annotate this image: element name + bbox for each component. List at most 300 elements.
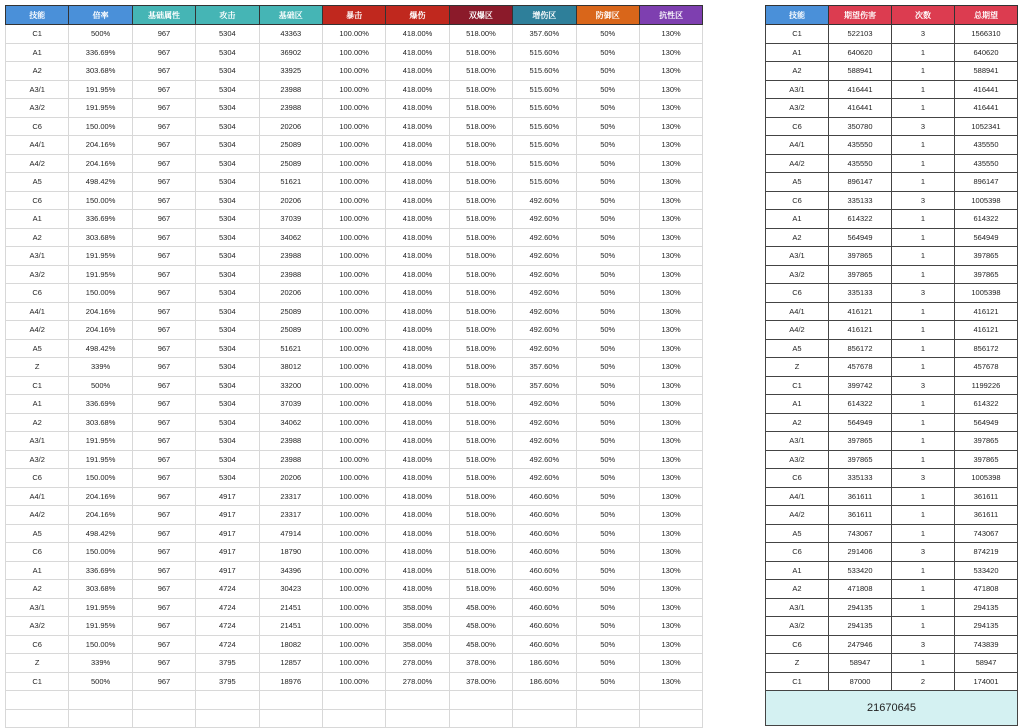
table-cell[interactable]: 460.60% [513,598,576,617]
table-cell[interactable]: A1 [6,43,69,62]
table-cell[interactable]: 1 [892,43,955,62]
table-cell[interactable]: 50% [576,99,639,118]
table-cell[interactable]: 4917 [196,543,259,562]
table-cell[interactable]: 100.00% [322,376,385,395]
table-cell[interactable]: 1 [892,654,955,673]
empty-cell[interactable] [703,173,766,192]
table-cell[interactable]: 303.68% [69,580,132,599]
table-cell[interactable]: 100.00% [322,635,385,654]
table-cell[interactable]: 588941 [829,62,892,81]
table-cell[interactable]: 564949 [955,228,1018,247]
table-cell[interactable]: 518.00% [449,395,512,414]
table-cell[interactable]: 100.00% [322,302,385,321]
column-header[interactable]: 攻击 [196,6,259,25]
table-cell[interactable]: 100.00% [322,358,385,377]
table-cell[interactable]: 204.16% [69,487,132,506]
table-cell[interactable]: 418.00% [386,376,449,395]
table-cell[interactable]: 1 [892,265,955,284]
table-cell[interactable]: 247946 [829,635,892,654]
table-cell[interactable]: 23988 [259,432,322,451]
table-cell[interactable]: 967 [132,413,195,432]
table-cell[interactable]: 204.16% [69,321,132,340]
table-cell[interactable]: 5304 [196,173,259,192]
table-cell[interactable]: 3795 [196,672,259,691]
table-cell[interactable]: 518.00% [449,173,512,192]
table-cell[interactable]: 58947 [955,654,1018,673]
empty-cell[interactable] [703,376,766,395]
table-cell[interactable]: 5304 [196,265,259,284]
table-cell[interactable]: 100.00% [322,284,385,303]
table-cell[interactable]: A2 [6,62,69,81]
table-cell[interactable]: 5304 [196,339,259,358]
table-cell[interactable]: 498.42% [69,173,132,192]
table-cell[interactable]: 967 [132,598,195,617]
table-cell[interactable]: A2 [766,62,829,81]
table-cell[interactable]: 967 [132,173,195,192]
table-cell[interactable]: 1005398 [955,284,1018,303]
table-cell[interactable]: 5304 [196,247,259,266]
table-cell[interactable]: 3 [892,635,955,654]
table-cell[interactable]: A3/1 [766,80,829,99]
table-cell[interactable]: 130% [639,413,702,432]
empty-cell[interactable] [703,6,766,25]
table-cell[interactable]: 533420 [829,561,892,580]
table-cell[interactable]: A3/1 [766,598,829,617]
table-cell[interactable]: 457678 [829,358,892,377]
table-cell[interactable]: 967 [132,617,195,636]
table-cell[interactable]: A5 [766,173,829,192]
table-cell[interactable]: 492.60% [513,210,576,229]
table-cell[interactable]: A5 [766,339,829,358]
table-cell[interactable]: 1566310 [955,25,1018,44]
empty-cell[interactable] [6,709,69,728]
table-cell[interactable]: 967 [132,450,195,469]
table-cell[interactable]: 130% [639,80,702,99]
table-cell[interactable]: 418.00% [386,580,449,599]
table-cell[interactable]: 50% [576,469,639,488]
table-cell[interactable]: 5304 [196,99,259,118]
table-cell[interactable]: 498.42% [69,339,132,358]
empty-cell[interactable] [322,709,385,728]
table-cell[interactable]: 130% [639,395,702,414]
empty-cell[interactable] [132,709,195,728]
table-cell[interactable]: C6 [766,284,829,303]
table-cell[interactable]: 967 [132,62,195,81]
table-cell[interactable]: 967 [132,561,195,580]
table-cell[interactable]: 896147 [829,173,892,192]
table-cell[interactable]: A3/1 [766,247,829,266]
table-cell[interactable]: 588941 [955,62,1018,81]
table-cell[interactable]: 1 [892,339,955,358]
empty-cell[interactable] [703,154,766,173]
table-cell[interactable]: 515.60% [513,43,576,62]
table-cell[interactable]: 47914 [259,524,322,543]
table-cell[interactable]: 100.00% [322,321,385,340]
table-cell[interactable]: 100.00% [322,25,385,44]
empty-cell[interactable] [703,561,766,580]
table-cell[interactable]: 204.16% [69,302,132,321]
table-cell[interactable]: 460.60% [513,617,576,636]
table-cell[interactable]: 518.00% [449,432,512,451]
table-cell[interactable]: 1 [892,321,955,340]
table-cell[interactable]: A5 [6,524,69,543]
table-cell[interactable]: 614322 [829,395,892,414]
table-cell[interactable]: 418.00% [386,62,449,81]
table-cell[interactable]: 397865 [829,432,892,451]
table-cell[interactable]: 3 [892,25,955,44]
table-cell[interactable]: 5304 [196,413,259,432]
table-cell[interactable]: 294135 [955,617,1018,636]
empty-cell[interactable] [703,469,766,488]
table-cell[interactable]: 20206 [259,469,322,488]
table-cell[interactable]: 50% [576,432,639,451]
empty-cell[interactable] [259,709,322,728]
empty-cell[interactable] [703,654,766,673]
table-cell[interactable]: 967 [132,154,195,173]
table-cell[interactable]: 967 [132,210,195,229]
table-cell[interactable]: 5304 [196,395,259,414]
table-cell[interactable]: 967 [132,228,195,247]
table-cell[interactable]: 204.16% [69,154,132,173]
table-cell[interactable]: 1 [892,506,955,525]
table-cell[interactable]: C6 [766,191,829,210]
table-cell[interactable]: 23317 [259,487,322,506]
table-cell[interactable]: 418.00% [386,247,449,266]
table-cell[interactable]: 498.42% [69,524,132,543]
table-cell[interactable]: A4/2 [6,154,69,173]
table-cell[interactable]: 100.00% [322,432,385,451]
table-cell[interactable]: A2 [766,413,829,432]
table-cell[interactable]: 5304 [196,432,259,451]
table-cell[interactable]: 5304 [196,25,259,44]
table-cell[interactable]: 967 [132,487,195,506]
table-cell[interactable]: 204.16% [69,506,132,525]
table-cell[interactable]: 518.00% [449,80,512,99]
table-cell[interactable]: 3 [892,191,955,210]
table-cell[interactable]: 967 [132,376,195,395]
table-cell[interactable]: C6 [766,543,829,562]
table-cell[interactable]: 1 [892,580,955,599]
empty-cell[interactable] [576,709,639,728]
table-cell[interactable]: 3 [892,117,955,136]
table-cell[interactable]: 50% [576,339,639,358]
table-cell[interactable]: 492.60% [513,469,576,488]
table-cell[interactable]: A3/2 [6,99,69,118]
table-cell[interactable]: 34062 [259,228,322,247]
table-cell[interactable]: 457678 [955,358,1018,377]
table-cell[interactable]: 100.00% [322,136,385,155]
table-cell[interactable]: 5304 [196,321,259,340]
table-cell[interactable]: 967 [132,469,195,488]
table-cell[interactable]: 1 [892,99,955,118]
table-cell[interactable]: 460.60% [513,487,576,506]
table-cell[interactable]: 418.00% [386,284,449,303]
empty-cell[interactable] [513,709,576,728]
table-cell[interactable]: 12857 [259,654,322,673]
table-cell[interactable]: 518.00% [449,524,512,543]
table-cell[interactable]: 130% [639,617,702,636]
table-cell[interactable]: 50% [576,598,639,617]
table-cell[interactable]: 278.00% [386,654,449,673]
table-cell[interactable]: 100.00% [322,247,385,266]
table-cell[interactable]: 100.00% [322,672,385,691]
table-cell[interactable]: 130% [639,154,702,173]
table-cell[interactable]: 50% [576,136,639,155]
table-cell[interactable]: 51621 [259,339,322,358]
table-cell[interactable]: 50% [576,321,639,340]
table-cell[interactable]: 294135 [829,617,892,636]
table-cell[interactable]: 518.00% [449,543,512,562]
table-cell[interactable]: 378.00% [449,654,512,673]
table-cell[interactable]: 130% [639,432,702,451]
table-cell[interactable]: 336.69% [69,561,132,580]
table-cell[interactable]: 518.00% [449,99,512,118]
table-cell[interactable]: 518.00% [449,580,512,599]
table-cell[interactable]: 357.60% [513,25,576,44]
table-cell[interactable]: 743067 [955,524,1018,543]
table-cell[interactable]: 100.00% [322,191,385,210]
column-header[interactable]: 次数 [892,6,955,25]
table-cell[interactable]: 130% [639,43,702,62]
table-cell[interactable]: A3/1 [766,432,829,451]
table-cell[interactable]: 518.00% [449,228,512,247]
table-cell[interactable]: 50% [576,561,639,580]
table-cell[interactable]: 1 [892,302,955,321]
table-cell[interactable]: 100.00% [322,598,385,617]
table-cell[interactable]: 20206 [259,284,322,303]
table-cell[interactable]: 303.68% [69,62,132,81]
table-cell[interactable]: 518.00% [449,450,512,469]
table-cell[interactable]: 100.00% [322,487,385,506]
table-cell[interactable]: 460.60% [513,561,576,580]
table-cell[interactable]: 2 [892,672,955,691]
empty-cell[interactable] [703,284,766,303]
empty-cell[interactable] [703,635,766,654]
table-cell[interactable]: 967 [132,543,195,562]
table-cell[interactable]: 614322 [955,395,1018,414]
table-cell[interactable]: 303.68% [69,413,132,432]
table-cell[interactable]: 967 [132,395,195,414]
table-cell[interactable]: 357.60% [513,376,576,395]
table-cell[interactable]: 130% [639,654,702,673]
table-cell[interactable]: 458.00% [449,598,512,617]
table-cell[interactable]: 564949 [955,413,1018,432]
table-cell[interactable]: 34396 [259,561,322,580]
table-cell[interactable]: 418.00% [386,358,449,377]
table-cell[interactable]: 518.00% [449,339,512,358]
table-cell[interactable]: 130% [639,284,702,303]
table-cell[interactable]: 5304 [196,228,259,247]
table-cell[interactable]: 1 [892,487,955,506]
table-cell[interactable]: 515.60% [513,99,576,118]
table-cell[interactable]: 303.68% [69,228,132,247]
table-cell[interactable]: 418.00% [386,80,449,99]
empty-cell[interactable] [196,709,259,728]
table-cell[interactable]: C6 [6,543,69,562]
table-cell[interactable]: 518.00% [449,136,512,155]
table-cell[interactable]: 1005398 [955,191,1018,210]
empty-cell[interactable] [703,487,766,506]
table-cell[interactable]: 130% [639,469,702,488]
empty-cell[interactable] [449,709,512,728]
table-cell[interactable]: 967 [132,265,195,284]
table-cell[interactable]: 416121 [829,321,892,340]
table-cell[interactable]: 418.00% [386,395,449,414]
table-cell[interactable]: 471808 [829,580,892,599]
table-cell[interactable]: 38012 [259,358,322,377]
empty-cell[interactable] [386,691,449,710]
table-cell[interactable]: 416441 [829,99,892,118]
table-cell[interactable]: 37039 [259,395,322,414]
table-cell[interactable]: 518.00% [449,265,512,284]
table-cell[interactable]: 1 [892,173,955,192]
table-cell[interactable]: 130% [639,635,702,654]
table-cell[interactable]: 130% [639,506,702,525]
table-cell[interactable]: 58947 [829,654,892,673]
table-cell[interactable]: C6 [766,635,829,654]
table-cell[interactable]: A4/2 [6,321,69,340]
table-cell[interactable]: 4917 [196,524,259,543]
table-cell[interactable]: 50% [576,672,639,691]
table-cell[interactable]: 100.00% [322,469,385,488]
column-header[interactable]: 防御区 [576,6,639,25]
table-cell[interactable]: 896147 [955,173,1018,192]
table-cell[interactable]: 50% [576,25,639,44]
table-cell[interactable]: 435550 [955,154,1018,173]
table-cell[interactable]: 43363 [259,25,322,44]
table-cell[interactable]: 1005398 [955,469,1018,488]
table-cell[interactable]: A2 [6,580,69,599]
table-cell[interactable]: 100.00% [322,450,385,469]
empty-cell[interactable] [703,580,766,599]
table-cell[interactable]: 130% [639,136,702,155]
empty-cell[interactable] [703,691,766,710]
table-cell[interactable]: 18790 [259,543,322,562]
table-cell[interactable]: 100.00% [322,395,385,414]
table-cell[interactable]: 50% [576,173,639,192]
table-cell[interactable]: 967 [132,80,195,99]
table-cell[interactable]: 100.00% [322,413,385,432]
table-cell[interactable]: C6 [766,469,829,488]
table-cell[interactable]: 614322 [829,210,892,229]
total-expected-damage[interactable]: 21670645 [766,691,1018,726]
table-cell[interactable]: 36902 [259,43,322,62]
table-cell[interactable]: 191.95% [69,247,132,266]
table-cell[interactable]: 3 [892,543,955,562]
table-cell[interactable]: 130% [639,117,702,136]
column-header[interactable]: 期望伤害 [829,6,892,25]
empty-cell[interactable] [576,691,639,710]
column-header[interactable]: 基础属性 [132,6,195,25]
table-cell[interactable]: 416441 [955,99,1018,118]
table-cell[interactable]: A4/2 [766,154,829,173]
table-cell[interactable]: 50% [576,117,639,136]
table-cell[interactable]: 418.00% [386,321,449,340]
table-cell[interactable]: 23988 [259,80,322,99]
table-cell[interactable]: 50% [576,524,639,543]
table-cell[interactable]: 335133 [829,191,892,210]
empty-cell[interactable] [703,543,766,562]
table-cell[interactable]: 50% [576,413,639,432]
column-header[interactable]: 双爆区 [449,6,512,25]
empty-cell[interactable] [69,709,132,728]
empty-cell[interactable] [703,358,766,377]
table-cell[interactable]: 361611 [955,506,1018,525]
table-cell[interactable]: 418.00% [386,561,449,580]
table-cell[interactable]: 492.60% [513,284,576,303]
table-cell[interactable]: 967 [132,358,195,377]
table-cell[interactable]: 1 [892,80,955,99]
table-cell[interactable]: 1 [892,617,955,636]
table-cell[interactable]: 339% [69,654,132,673]
table-cell[interactable]: 130% [639,339,702,358]
table-cell[interactable]: 518.00% [449,487,512,506]
table-cell[interactable]: 492.60% [513,395,576,414]
table-cell[interactable]: 418.00% [386,524,449,543]
empty-cell[interactable] [703,43,766,62]
table-cell[interactable]: 4724 [196,617,259,636]
table-cell[interactable]: C1 [766,376,829,395]
table-cell[interactable]: 50% [576,247,639,266]
table-cell[interactable]: 130% [639,62,702,81]
table-cell[interactable]: 25089 [259,302,322,321]
table-cell[interactable]: A1 [766,43,829,62]
table-cell[interactable]: A3/2 [766,450,829,469]
table-cell[interactable]: 50% [576,265,639,284]
table-cell[interactable]: 100.00% [322,339,385,358]
table-cell[interactable]: 150.00% [69,469,132,488]
table-cell[interactable]: A3/1 [6,247,69,266]
table-cell[interactable]: 640620 [955,43,1018,62]
table-cell[interactable]: 5304 [196,191,259,210]
column-header[interactable]: 暴击 [322,6,385,25]
table-cell[interactable]: 50% [576,450,639,469]
table-cell[interactable]: 533420 [955,561,1018,580]
table-cell[interactable]: 130% [639,302,702,321]
table-cell[interactable]: 418.00% [386,99,449,118]
empty-cell[interactable] [6,691,69,710]
table-cell[interactable]: 518.00% [449,376,512,395]
empty-cell[interactable] [259,691,322,710]
table-cell[interactable]: 50% [576,635,639,654]
table-cell[interactable]: 564949 [829,413,892,432]
table-cell[interactable]: 435550 [829,154,892,173]
table-cell[interactable]: 100.00% [322,506,385,525]
table-cell[interactable]: 1 [892,395,955,414]
table-cell[interactable]: A3/2 [766,265,829,284]
table-cell[interactable]: 397865 [829,265,892,284]
table-cell[interactable]: 492.60% [513,228,576,247]
table-cell[interactable]: 130% [639,191,702,210]
table-cell[interactable]: 614322 [955,210,1018,229]
table-cell[interactable]: 21451 [259,617,322,636]
table-cell[interactable]: 100.00% [322,43,385,62]
table-cell[interactable]: 23988 [259,450,322,469]
table-cell[interactable]: 515.60% [513,136,576,155]
table-cell[interactable]: 204.16% [69,136,132,155]
table-cell[interactable]: 458.00% [449,635,512,654]
table-cell[interactable]: A2 [766,228,829,247]
table-cell[interactable]: 518.00% [449,321,512,340]
table-cell[interactable]: A1 [6,210,69,229]
table-cell[interactable]: 150.00% [69,284,132,303]
table-cell[interactable]: 418.00% [386,302,449,321]
empty-cell[interactable] [703,450,766,469]
table-cell[interactable]: 25089 [259,321,322,340]
table-cell[interactable]: 967 [132,117,195,136]
table-cell[interactable]: 518.00% [449,117,512,136]
table-cell[interactable]: 130% [639,487,702,506]
